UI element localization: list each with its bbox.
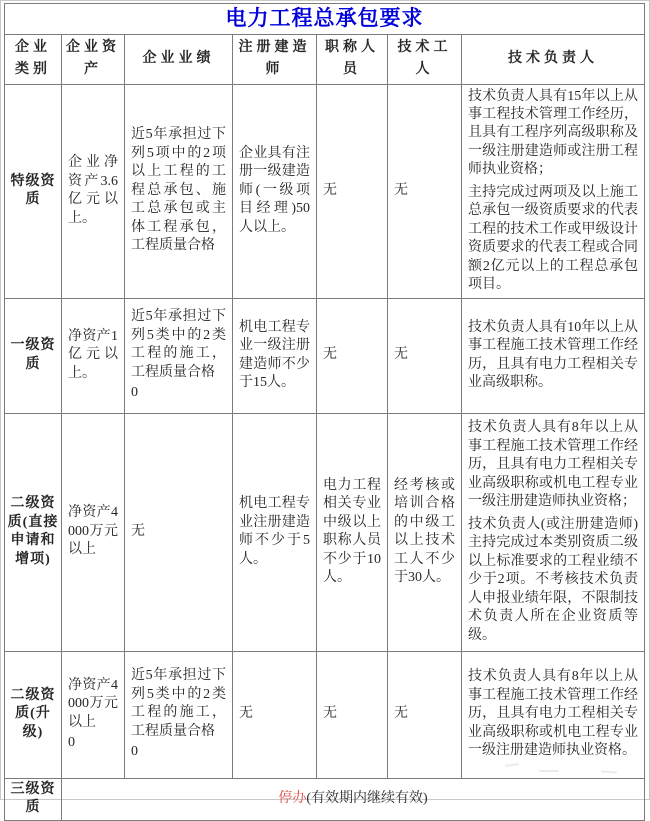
cell-constructors <box>233 84 317 298</box>
cell-director-paragraph-2: 主持完成过两项及以上施工总承包一级资质要求的代表工程的技术工作或甲级设计资质要求的代表工程或合同额2亿元以上的工程总承包项目。 <box>468 184 638 293</box>
cell-workers-text: 经考核或培训合格的中级工以上技术工人不少于30人。 <box>394 477 455 586</box>
header-cell-assets: 企业资产 <box>62 34 125 84</box>
cell-workers: 无 <box>388 298 462 413</box>
cell-assets-text: 企业净资产3.6亿元以上。 <box>68 155 118 226</box>
cell-category: 三级资质 <box>5 778 62 820</box>
cell-constructors <box>233 413 317 651</box>
cell-assets <box>62 651 125 778</box>
cell-constructors: 无 <box>233 651 317 778</box>
cell-performance <box>125 84 233 298</box>
status-text: 停办 <box>278 790 307 806</box>
title-row <box>5 4 645 35</box>
header-cell-constructors: 注册建造师 <box>233 34 317 84</box>
cell-assets-stray-zero: 0 <box>68 735 75 751</box>
cell-titled: 无 <box>317 84 388 298</box>
cell-titled <box>317 413 388 651</box>
cell-director-paragraph-1: 技术负责人具有15年以上从事工程技术管理工作经历，且具有工程序列高级职称及一级注册建造师或注册工程师执业资格； <box>468 88 638 178</box>
header-cell-director: 技术负责人 <box>462 34 645 84</box>
cell-director <box>462 413 645 651</box>
cell-performance <box>125 651 233 778</box>
cell-category: 二级资质(升级) <box>5 651 62 778</box>
header-row <box>5 34 645 84</box>
cell-performance <box>125 413 233 651</box>
cell-director <box>462 298 645 413</box>
header-cell-category: 企业类别 <box>5 34 62 84</box>
cell-titled: 无 <box>317 298 388 413</box>
page-title: 电力工程总承包要求 <box>5 4 645 35</box>
cell-category: 特级资质 <box>5 84 62 298</box>
cell-performance-text: 近5年承担过下列5类中的2类工程的施工，工程质量合格 <box>131 309 226 380</box>
cell-assets <box>62 413 125 651</box>
cell-performance-text: 近5年承担过下列5项中的2项以上工程的工程总承包、施工总承包或主体工程承包，工程质量合格 <box>131 127 226 254</box>
cell-assets-text: 净资产1亿元以上。 <box>68 328 118 381</box>
cell-titled: 无 <box>317 651 388 778</box>
qualification-row-grade2-upgrade <box>5 651 645 778</box>
cell-director-paragraph-2: 技术负责人(或注册建造师)主持完成过本类别资质二级以上标准要求的工程业绩不少于2项。不考核技术负责人申报业绩年限，不限制技术负责人所在企业资质等级。 <box>468 516 638 643</box>
header-cell-titled: 职称人员 <box>317 34 388 84</box>
cell-workers: 无 <box>388 651 462 778</box>
qualification-row-grade1 <box>5 298 645 413</box>
cell-constructors-text: 企业具有注册一级建造师(一级项目经理)50人以上。 <box>239 145 310 235</box>
cell-performance-stray-zero: 0 <box>131 385 138 401</box>
cell-director-paragraph-1: 技术负责人具有8年以上从事工程施工技术管理工作经历，且具有电力工程相关专业高级职称或机电工程专业一级注册建造师执业资格； <box>468 420 638 510</box>
cell-assets <box>62 84 125 298</box>
cell-constructors-text: 机电工程专业注册建造师不少于5人。 <box>239 496 310 567</box>
cell-workers: 无 <box>388 84 462 298</box>
cell-director <box>462 84 645 298</box>
requirements-sheet <box>4 3 645 821</box>
cell-performance-stray-zero: 0 <box>131 744 138 760</box>
cell-assets <box>62 298 125 413</box>
header-cell-performance: 企业业绩 <box>125 34 233 84</box>
cell-director-paragraph-1: 技术负责人具有8年以上从事工程施工技术管理工作经历，且具有电力工程相关专业高级职称或机电工程专业一级注册建造师执业资格。 <box>468 669 638 759</box>
cell-director <box>462 651 645 778</box>
cell-performance-text: 近5年承担过下列5类中的2类工程的施工，工程质量合格 <box>131 668 226 739</box>
closed-status-cell <box>62 778 645 820</box>
requirements-table <box>4 3 645 821</box>
cell-constructors-text: 机电工程专业一级注册建造师不少于15人。 <box>239 319 310 391</box>
cell-category: 二级资质(直接申请和增项) <box>5 413 62 651</box>
qualification-row-special <box>5 84 645 298</box>
cell-performance-text: 无 <box>131 523 145 539</box>
cell-performance <box>125 298 233 413</box>
qualification-row-grade3 <box>5 778 645 820</box>
qualification-row-grade2-direct <box>5 413 645 651</box>
cell-assets-text: 净资产4000万元以上 <box>68 505 118 558</box>
cell-assets-text: 净资产4000万元以上 <box>68 677 118 730</box>
cell-constructors <box>233 298 317 413</box>
cell-category: 一级资质 <box>5 298 62 413</box>
header-cell-workers: 技术工人 <box>388 34 462 84</box>
cell-director-paragraph-1: 技术负责人具有10年以上从事工程施工技术管理工作经历，且具有电力工程相关专业高级职称。 <box>468 319 638 391</box>
status-note: (有效期内继续有效) <box>306 790 428 806</box>
cell-titled-text: 电力工程相关专业中级以上职称人员不少于10人。 <box>323 477 381 586</box>
cell-workers <box>388 413 462 651</box>
